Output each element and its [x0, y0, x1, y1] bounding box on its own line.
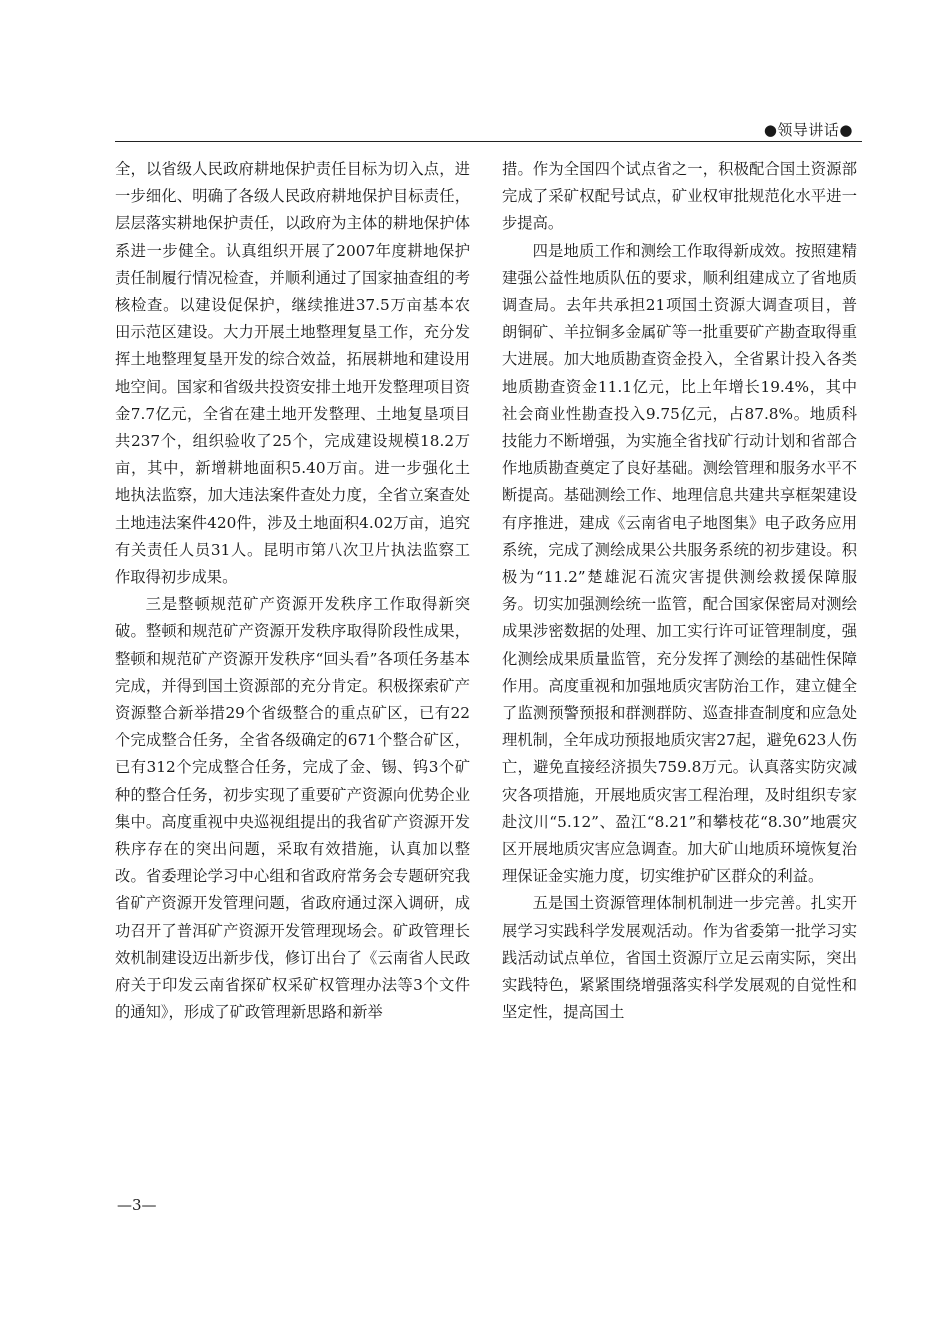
header-rule	[115, 141, 862, 142]
right-column	[502, 156, 857, 1027]
section-label: ●领导讲话●	[763, 121, 853, 139]
paragraph-continued-farmland: 全，以省级人民政府耕地保护责任目标为切入点，进一步细化、明确了各级人民政府耕地保护目标责任，层层落实耕地保护责任，以政府为主体的耕地保护体系进一步健全。认真组织开展了2007年度耕地保护责任制履行情况检查，并顺利通过了国家抽查组的考核检查。以建设促保护，继续推进37.5万亩基本农田示范区建设。大力开展土地整理复垦工作，充分发挥土地整理复垦开发的综合效益，拓展耕地和建设用地空间。国家和省级共投资安排土地开发整理项目资金7.7亿元，全省在建土地开发整理、土地复垦项目共237个，组织验收了25个，完成建设规模18.2万亩，其中，新增耕地面积5.40万亩。进一步强化土地执法监察，加大违法案件查处力度，全省立案查处土地违法案件420件，涉及土地面积4.02万亩，追究有关责任人员31人。昆明市第八次卫片执法监察工作取得初步成果。	[115, 160, 470, 587]
paragraph-management-system: 五是国土资源管理体制机制进一步完善。扎实开展学习实践科学发展观活动。作为省委第一批学习实践活动试点单位，省国土资源厅立足云南实际，突出实践特色，紧紧围绕增强落实科学发展观的自觉性和坚定性，提高国土	[502, 894, 857, 1022]
page-number: —3—	[117, 1196, 157, 1214]
left-column	[115, 156, 470, 1027]
paragraph-geology-surveying: 四是地质工作和测绘工作取得新成效。按照建精建强公益性地质队伍的要求，顺利组建成立了省地质调查局。去年共承担21项国土资源大调查项目，普朗铜矿、羊拉铜多金属矿等一批重要矿产勘查取得重大进展。加大地质勘查资金投入，全省累计投入各类地质勘查资金11.1亿元，比上年增长19.4%，其中社会商业性勘查投入9.75亿元，占87.8%。地质科技能力不断增强，为实施全省找矿行动计划和省部合作地质勘查奠定了良好基础。测绘管理和服务水平不断提高。基础测绘工作、地理信息共建共享框架建设有序推进，建成《云南省电子地图集》电子政务应用系统，完成了测绘成果公共服务系统的初步建设。积极为“11.2”楚雄泥石流灾害提供测绘救援保障服务。切实加强测绘统一监管，配合国家保密局对测绘成果涉密数据的处理、加工实行许可证管理制度，强化测绘成果质量监管，充分发挥了测绘的基础性保障作用。高度重视和加强地质灾害防治工作，建立健全了监测预警预报和群测群防、巡查排查制度和应急处理机制，全年成功预报地质灾害27起，避免623人伤亡，避免直接经济损失759.8万元。认真落实防灾减灾各项措施，开展地质灾害工程治理，及时组织专家赴汶川“5.12”、盈江“8.21”和攀枝花“8.30”地震灾区开展地质灾害应急调查。加大矿山地质环境恢复治理保证金实施力度，切实维护矿区群众的利益。	[502, 241, 857, 886]
paragraph-mineral-order: 三是整顿规范矿产资源开发秩序工作取得新突破。整顿和规范矿产资源开发秩序取得阶段性成果，整顿和规范矿产资源开发秩序“回头看”各项任务基本完成，并得到国土资源部的充分肯定。积极探索矿产资源整合新举措29个省级整合的重点矿区，已有22个完成整合任务，全省各级确定的671个整合矿区，已有312个完成整合任务，完成了金、锡、钨3个矿种的整合任务，初步实现了重要矿产资源向优势企业集中。高度重视中央巡视组提出的我省矿产资源开发秩序存在的突出问题，采取有效措施，认真加以整改。省委理论学习中心组和省政府常务会专题研究我省矿产资源开发管理问题，省政府通过深入调研，成功召开了普洱矿产资源开发管理现场会。矿政管理长效机制建设迈出新步伐，修订出台了《云南省人民政府关于印发云南省探矿权采矿权管理办法等3个文件的通知》，形成了矿政管理新思路和新举	[115, 595, 470, 1022]
paragraph-continued-mineral: 措。作为全国四个试点省之一，积极配合国土资源部完成了采矿权配号试点，矿业权审批规范化水平进一步提高。	[502, 160, 857, 233]
